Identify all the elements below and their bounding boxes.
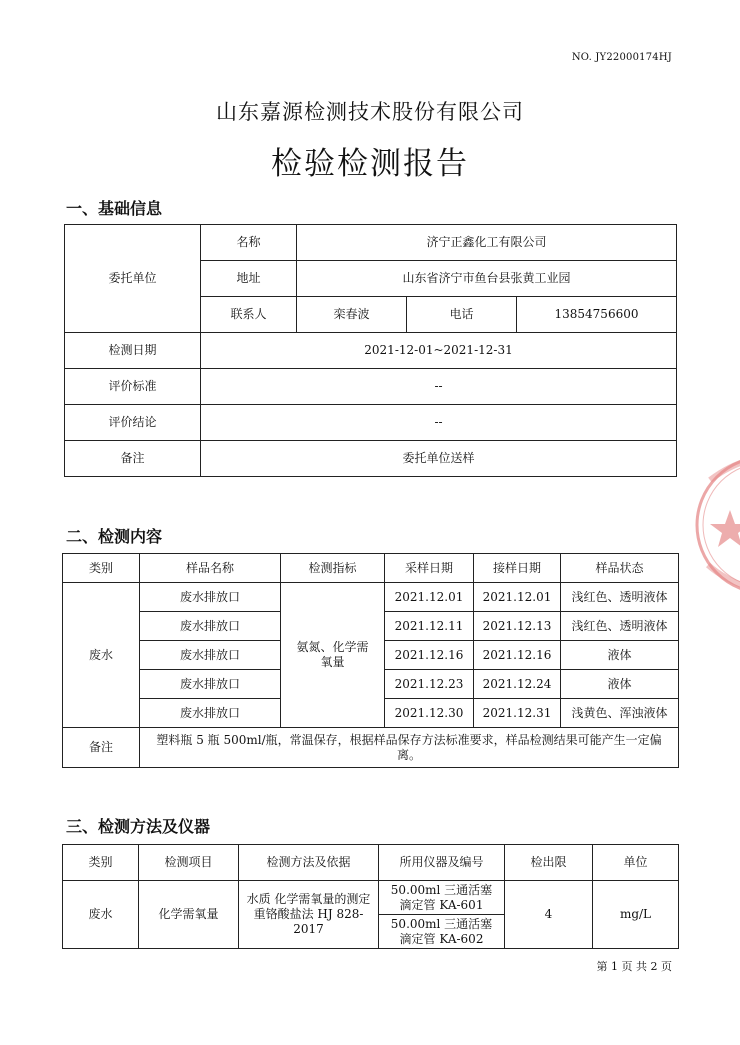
method-cell: 水质 化学需氧量的测定 重铬酸盐法 HJ 828-2017 [239, 881, 379, 949]
header-category: 类别 [63, 845, 139, 881]
report-title: 检验检测报告 [271, 146, 469, 182]
indicator-cell: 氨氮、化学需氧量 [281, 583, 385, 728]
section-test-content-heading: 二、检测内容 [66, 527, 163, 546]
standard-value: -- [201, 369, 677, 405]
receiving-date-cell: 2021.12.13 [474, 612, 561, 641]
date-value: 2021-12-01~2021-12-31 [201, 333, 677, 369]
seal-stamp-icon [690, 440, 740, 610]
sample-cell: 废水排放口 [140, 670, 281, 699]
state-cell: 浅红色、透明液体 [561, 583, 679, 612]
page-number: 第 1 页 共 2 页 [596, 960, 672, 973]
sampling-date-cell: 2021.12.16 [385, 641, 474, 670]
header-sampling-date: 采样日期 [385, 554, 474, 583]
sampling-date-cell: 2021.12.11 [385, 612, 474, 641]
section-methods-heading: 三、检测方法及仪器 [66, 817, 211, 836]
state-cell: 浅红色、透明液体 [561, 612, 679, 641]
header-test-item: 检测项目 [139, 845, 239, 881]
sample-cell: 废水排放口 [140, 699, 281, 728]
receiving-date-cell: 2021.12.24 [474, 670, 561, 699]
sample-cell: 废水排放口 [140, 612, 281, 641]
table-row [63, 583, 679, 612]
section-basic-info-heading: 一、基础信息 [66, 199, 163, 218]
state-cell: 液体 [561, 670, 679, 699]
header-detection-limit: 检出限 [505, 845, 593, 881]
contact-value: 栾春波 [297, 297, 407, 333]
conclusion-value: -- [201, 405, 677, 441]
header-receiving-date: 接样日期 [474, 554, 561, 583]
category-cell: 废水 [63, 583, 140, 728]
receiving-date-cell: 2021.12.31 [474, 699, 561, 728]
instrument-cell: 50.00ml 三通活塞滴定管 KA-601 [379, 881, 505, 915]
header-method: 检测方法及依据 [239, 845, 379, 881]
header-sample-name: 样品名称 [140, 554, 281, 583]
report-number: NO. JY22000174HJ [571, 52, 672, 63]
sampling-date-cell: 2021.12.01 [385, 583, 474, 612]
sample-cell: 废水排放口 [140, 641, 281, 670]
name-label: 名称 [201, 225, 297, 261]
test-item-cell: 化学需氧量 [139, 881, 239, 949]
date-label: 检测日期 [65, 333, 201, 369]
remark-value: 委托单位送样 [201, 441, 677, 477]
sample-cell: 废水排放口 [140, 583, 281, 612]
category-cell: 废水 [63, 881, 139, 949]
standard-label: 评价标准 [65, 369, 201, 405]
instrument-cell: 50.00ml 三通活塞滴定管 KA-602 [379, 915, 505, 949]
conclusion-label: 评价结论 [65, 405, 201, 441]
remark-label: 备注 [65, 441, 201, 477]
header-sample-state: 样品状态 [561, 554, 679, 583]
receiving-date-cell: 2021.12.01 [474, 583, 561, 612]
name-value: 济宁正鑫化工有限公司 [297, 225, 677, 261]
remark-label: 备注 [63, 728, 140, 768]
basic-info-table [64, 224, 677, 477]
state-cell: 液体 [561, 641, 679, 670]
contact-label: 联系人 [201, 297, 297, 333]
unit-cell: mg/L [593, 881, 679, 949]
sampling-date-cell: 2021.12.30 [385, 699, 474, 728]
address-value: 山东省济宁市鱼台县张黄工业园 [297, 261, 677, 297]
client-label: 委托单位 [65, 225, 201, 333]
remark-value: 塑料瓶 5 瓶 500ml/瓶，常温保存，根据样品保存方法标准要求，样品检测结果可能产生一定偏离。 [140, 728, 679, 768]
header-instrument: 所用仪器及编号 [379, 845, 505, 881]
header-category: 类别 [63, 554, 140, 583]
receiving-date-cell: 2021.12.16 [474, 641, 561, 670]
phone-label: 电话 [407, 297, 517, 333]
detection-limit-cell: 4 [505, 881, 593, 949]
address-label: 地址 [201, 261, 297, 297]
phone-value: 13854756600 [517, 297, 677, 333]
header-indicator: 检测指标 [281, 554, 385, 583]
company-name: 山东嘉源检测技术股份有限公司 [216, 100, 524, 124]
test-content-table [62, 553, 679, 768]
methods-table [62, 844, 679, 949]
header-unit: 单位 [593, 845, 679, 881]
sampling-date-cell: 2021.12.23 [385, 670, 474, 699]
state-cell: 浅黄色、浑浊液体 [561, 699, 679, 728]
